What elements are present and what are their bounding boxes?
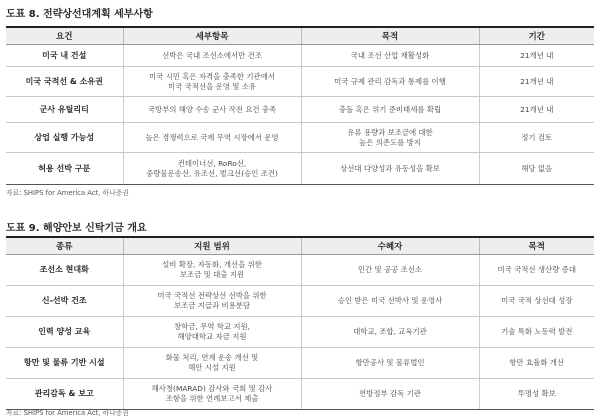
table2-title-text: 해양안보 신탁기금 개요 bbox=[43, 223, 147, 234]
detail-cell: 컨테이너선, RoRo선, 중량물운송선, 유조선, 벌크선(승인 조건) bbox=[123, 153, 301, 185]
purpose-cell: 충돌 혹은 위기 준비태세를 확립 bbox=[301, 97, 479, 123]
beneficiary-cell: 항만공사 및 물류법인 bbox=[301, 348, 479, 379]
table-row bbox=[6, 67, 594, 97]
purpose-cell: 미국 국적 상선대 성장 bbox=[479, 286, 594, 317]
scope-cell: 창학금, 무역 학교 지원, 해양대학교 자금 지원 bbox=[123, 317, 301, 348]
scope-cell: 화물 처리, 연계 운송 개선 및 해안 시설 지원 bbox=[123, 348, 301, 379]
detail-cell: 높은 경쟁력으로 국제 무역 시장에서 운영 bbox=[123, 123, 301, 153]
requirement-cell: 허용 선박 구분 bbox=[6, 153, 123, 185]
period-cell: 해당 없음 bbox=[479, 153, 594, 185]
beneficiary-cell: 연방정부 감독 기관 bbox=[301, 379, 479, 410]
period-cell: 21개년 내 bbox=[479, 97, 594, 123]
table1-header: 세부항목 bbox=[123, 27, 301, 45]
detail-cell: 미국 시민 혹은 자격을 충족한 기관에서 미국 국적선을 운영 및 소유 bbox=[123, 67, 301, 97]
table1-header: 기간 bbox=[479, 27, 594, 45]
kind-cell: 관리감독 & 보고 bbox=[6, 379, 123, 410]
detail-cell: 선박은 국내 조선소에서만 건조 bbox=[123, 45, 301, 67]
table2-header: 지원 범위 bbox=[123, 237, 301, 255]
requirement-cell: 군사 유틸리티 bbox=[6, 97, 123, 123]
requirement-cell: 미국 국적선 & 소유권 bbox=[6, 67, 123, 97]
purpose-cell: 미국 국적선 생산량 증대 bbox=[479, 255, 594, 286]
table1-source: 자료: SHIPS for America Act, 하나증권 bbox=[6, 189, 129, 197]
table2-header: 종류 bbox=[6, 237, 123, 255]
scope-cell: 설비 확장, 자동화, 개선을 위한 보조금 및 대출 지원 bbox=[123, 255, 301, 286]
kind-cell: 인력 양성 교육 bbox=[6, 317, 123, 348]
period-cell: 21개년 내 bbox=[479, 45, 594, 67]
purpose-cell: 국내 조선 산업 재활성화 bbox=[301, 45, 479, 67]
beneficiary-cell: 대학교, 조합, 교육기관 bbox=[301, 317, 479, 348]
scope-cell: 미국 국적선 전략상선 선박을 위한 보조금 지급과 비용분담 bbox=[123, 286, 301, 317]
table1 bbox=[6, 26, 594, 185]
purpose-cell: 항만 효율화 개선 bbox=[479, 348, 594, 379]
table2 bbox=[6, 236, 594, 410]
table2-header: 수혜자 bbox=[301, 237, 479, 255]
table2-header-row bbox=[6, 237, 594, 255]
detail-cell: 국방부의 해양 수송 군사 작전 요건 충족 bbox=[123, 97, 301, 123]
table-row bbox=[6, 286, 594, 317]
table-row bbox=[6, 45, 594, 67]
table2-header: 목적 bbox=[479, 237, 594, 255]
table-row bbox=[6, 153, 594, 185]
purpose-cell: 투명성 확보 bbox=[479, 379, 594, 410]
table2-title bbox=[6, 219, 147, 234]
table-row bbox=[6, 317, 594, 348]
beneficiary-cell: 승인 받은 미국 선박사 및 운영사 bbox=[301, 286, 479, 317]
requirement-cell: 상업 실행 가능성 bbox=[6, 123, 123, 153]
purpose-cell: 미국 규제 관리 감독과 통제를 이행 bbox=[301, 67, 479, 97]
table1-title bbox=[6, 5, 153, 20]
kind-cell: 항만 및 물류 기반 시설 bbox=[6, 348, 123, 379]
purpose-cell: 기술 특화 노동력 발전 bbox=[479, 317, 594, 348]
table1-header: 목적 bbox=[301, 27, 479, 45]
table1-title-text: 전략상선대계획 세부사항 bbox=[43, 9, 153, 20]
kind-cell: 조선소 현대화 bbox=[6, 255, 123, 286]
table-row bbox=[6, 348, 594, 379]
period-cell: 정기 검토 bbox=[479, 123, 594, 153]
scope-cell: 해사청(MARAD) 감사와 국회 및 감사 조항을 위한 연례보고서 제출 bbox=[123, 379, 301, 410]
period-cell: 21개년 내 bbox=[479, 67, 594, 97]
table1-number: 도표 8. bbox=[6, 9, 40, 20]
purpose-cell: 유류 용량과 보조금에 대한 높은 의존도를 방지 bbox=[301, 123, 479, 153]
table2-number: 도표 9. bbox=[6, 223, 40, 234]
table1-header-row bbox=[6, 27, 594, 45]
table-row bbox=[6, 379, 594, 410]
table-row bbox=[6, 97, 594, 123]
table-row bbox=[6, 123, 594, 153]
kind-cell: 신-선박 건조 bbox=[6, 286, 123, 317]
requirement-cell: 미국 내 건설 bbox=[6, 45, 123, 67]
beneficiary-cell: 민간 및 공공 조선소 bbox=[301, 255, 479, 286]
purpose-cell: 상선대 다양성과 유동성을 확보 bbox=[301, 153, 479, 185]
table-row bbox=[6, 255, 594, 286]
table2-source: 자료: SHIPS for America Act, 하나증권 bbox=[6, 409, 129, 417]
table1-header: 요건 bbox=[6, 27, 123, 45]
